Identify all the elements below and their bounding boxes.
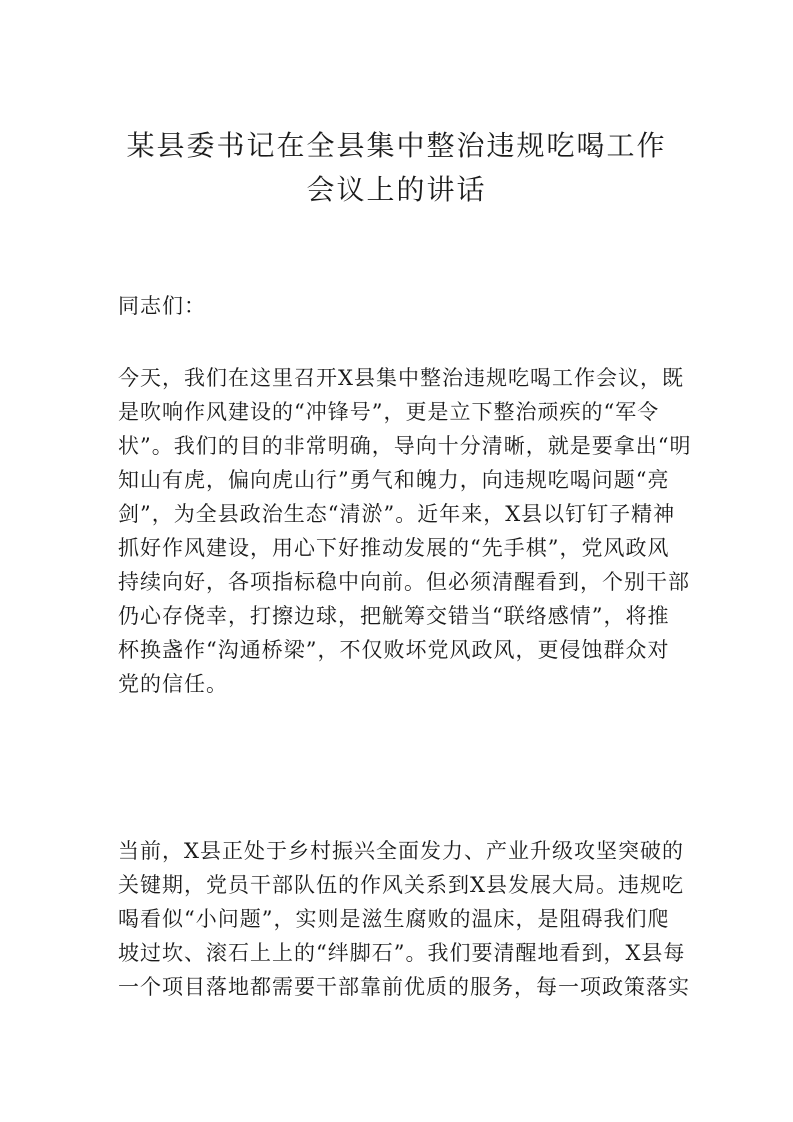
- paragraph-line: 持续向好，各项指标稳中向前。但必须清醒看到，个别干部: [118, 570, 690, 594]
- paragraph-line: 剑”，为全县政治生态“清淤”。近年来，X县以钉钉子精神: [118, 502, 676, 526]
- title-line-1: 某县委书记在全县集中整治违规吃喝工作: [126, 129, 667, 162]
- paragraph-2: [118, 834, 690, 1004]
- paragraph-line: 状”。我们的目的非常明确，导向十分清晰，就是要拿出“明: [118, 434, 692, 458]
- paragraph-line: 喝看似“小问题”，实则是滋生腐败的温床，是阻碍我们爬: [118, 907, 670, 931]
- paragraph-line: 坡过坎、滚石上上的“绊脚石”。我们要清醒地看到，X县每: [118, 941, 686, 965]
- paragraph-line: 当前，X县正处于乡村振兴全面发力、产业升级攻坚突破的: [118, 839, 684, 863]
- paragraph-line: 党的信任。: [118, 672, 228, 696]
- paragraph-line: 抓好作风建设，用心下好推动发展的“先手棋”，党风政风: [118, 536, 670, 560]
- document-title: [100, 124, 693, 212]
- paragraph-line: 仍心存侥幸，打擦边球，把觥筹交错当“联络感情”，将推: [118, 604, 670, 628]
- salutation: 同志们：: [118, 294, 206, 318]
- paragraph-line: 杯换盏作“沟通桥梁”，不仅败坏党风政风，更侵蚀群众对: [118, 638, 670, 662]
- paragraph-line: 关键期，党员干部队伍的作风关系到X县发展大局。违规吃: [118, 873, 684, 897]
- title-line-2: 会议上的讲话: [306, 173, 487, 206]
- paragraph-line: 是吹响作风建设的“冲锋号”，更是立下整治顽疾的“军令: [118, 400, 660, 424]
- paragraph-1: [118, 361, 692, 701]
- paragraph-line: 一个项目落地都需要干部靠前优质的服务，每一项政策落实: [118, 975, 690, 999]
- paragraph-line: 今天，我们在这里召开X县集中整治违规吃喝工作会议，既: [118, 366, 684, 390]
- paragraph-line: 知山有虎，偏向虎山行”勇气和魄力，向违规吃喝问题“亮: [118, 468, 670, 492]
